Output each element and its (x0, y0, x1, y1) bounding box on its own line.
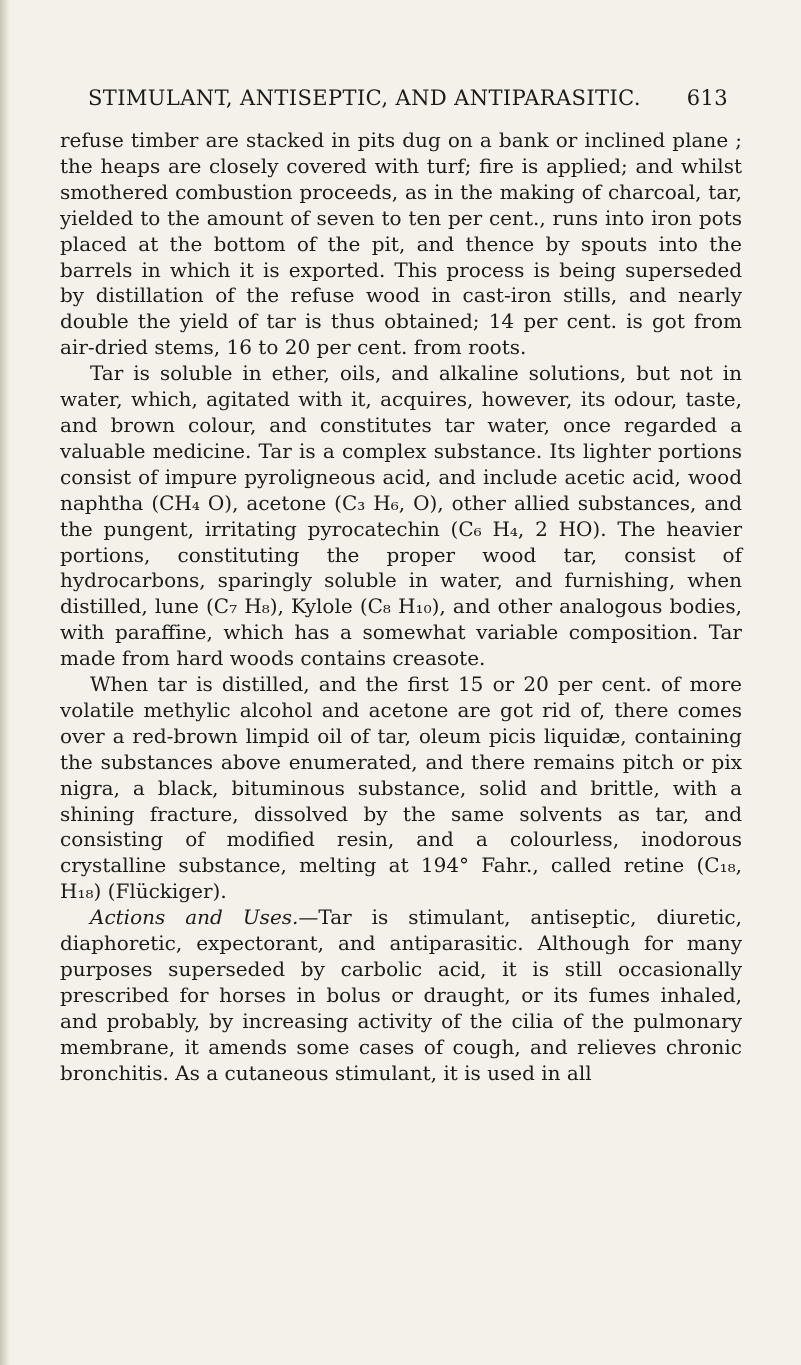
paragraph-4 (60, 905, 742, 1086)
paragraph-4-text: —Tar is stimulant, antiseptic, diuretic, diaphoretic, expectorant, and antiparasitic. Although for many purposes superseded by carbolic acid, it is still occasionally prescribed for horses in bolus or draught, or its fumes inhaled, and probably, by increasing activity of the cilia of the pulmonary membrane, it amends some cases of cough, and relieves chronic bronchitis. As a cutaneous stimulant, it is used in all (60, 905, 742, 1085)
paragraph-3: When tar is distilled, and the first 15 or 20 per cent. of more volatile methylic alcohol and acetone are got rid of, there comes over a red-brown limpid oil of tar, oleum picis liquidæ, containing the substances above enumerated, and there remains pitch or pix nigra, a black, bituminous substance, solid and brittle, with a shining fracture, dissolved by the same solvents as tar, and consisting of modified resin, and a colourless, inodorous crystalline substance, melting at 194° Fahr., called retine (C₁₈, H₁₈) (Flückiger). (60, 672, 742, 904)
running-header (88, 86, 728, 110)
paragraph-1: refuse timber are stacked in pits dug on a bank or inclined plane ; the heaps are closely covered with turf; fire is applied; and whilst smothered combustion proceeds, as in the making of charcoal, tar, yielded to the amount of seven to ten per cent., runs into iron pots placed at the bottom of the pit, and thence by spouts into the barrels in which it is exported. This process is being superseded by distillation of the refuse wood in cast-iron stills, and nearly double the yield of tar is thus obtained; 14 per cent. is got from air-dried stems, 16 to 20 per cent. from roots. (60, 128, 742, 360)
body-text (60, 128, 742, 1087)
section-heading-actions-and-uses: Actions and Uses. (90, 905, 299, 930)
running-title: STIMULANT, ANTISEPTIC, AND ANTIPARASITIC. (88, 86, 641, 110)
page-number: 613 (686, 86, 728, 110)
paragraph-2: Tar is soluble in ether, oils, and alkaline solutions, but not in water, which, agitated with it, acquires, however, its odour, taste, and brown colour, and constitutes tar water, once regarded a valuable medicine. Tar is a complex substance. Its lighter portions consist of impure pyroligneous acid, and include acetic acid, wood naphtha (CH₄ O), acetone (C₃ H₆, O), other allied substances, and the pungent, irritating pyrocatechin (C₆ H₄, 2 HO). The heavier portions, constituting the proper wood tar, consist of hydrocarbons, sparingly soluble in water, and furnishing, when distilled, lune (C₇ H₈), Kylole (C₈ H₁₀), and other analogous bodies, with paraffine, which has a somewhat variable composition. Tar made from hard woods contains creasote. (60, 361, 742, 671)
page-edge-shadow (0, 0, 10, 1365)
